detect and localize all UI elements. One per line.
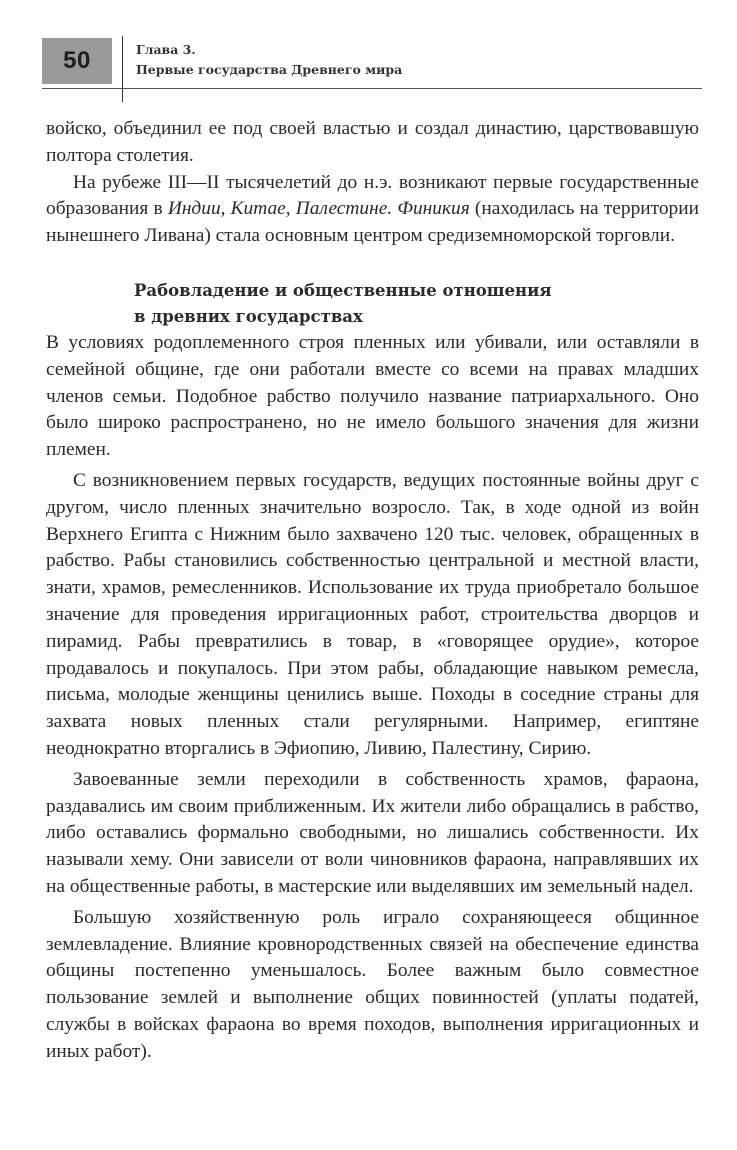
page-number: 50: [63, 47, 91, 74]
paragraph-text: (находилась на территории нынешнего Ливана) стала основным центром средиземноморской торговли.: [46, 198, 699, 247]
section-heading-line-2: в древних государствах: [134, 306, 363, 326]
paragraph-war-captives: С возникновением первых государств, ведущих постоянные войны друг с другом, число пленных значительно возросло. Так, в ходе одной из войн Верхнего Египта с Нижним было захвачено 120 тыс. человек, обращенных в рабство. Рабы становились собственностью центральной и местной власти, знати, храмов, ремесленников. Использование их труда приобретало большое значение для проведения ирригационных работ, строительства дворцов и пирамид. Рабы превратились в товар, в «говорящее орудие», которое продавалось и покупалось. При этом рабы, обладающие навыком ремесла, письма, молодые женщины ценились выше. Походы в соседние страны для захвата новых пленных стали регулярными. Например, египтяне неоднократно вторгались в Эфиопию, Ливию, Палестину, Сирию.: [46, 469, 699, 759]
paragraph-early-states: [46, 170, 699, 250]
running-head: [136, 40, 402, 80]
chapter-title: Первые государства Древнего мира: [136, 62, 403, 77]
paragraph-conquered-lands: Завоеванные земли переходили в собственность храмов, фараона, раздавались им своим приближенным. Их жители либо обращались в рабство, либо оставались формально свободными, но лишались собственности. Их называли хему. Они зависели от воли чиновников фараона, направлявших их на общественные работы, в мастерские или выделявших им земельный надел.: [46, 768, 699, 897]
section-heading-line-1: Рабовладение и общественные отношения: [134, 280, 552, 300]
section-heading: [46, 278, 699, 330]
header-vertical-rule: [122, 36, 123, 102]
page-body: [46, 116, 699, 1066]
page-header: [42, 30, 702, 102]
header-horizontal-rule: [42, 88, 702, 89]
paragraph-continuation: войско, объединил ее под своей властью и создал династию, царствовавшую полтора столетия.: [46, 118, 699, 166]
italic-place-names: Индии, Китае, Палестине. Финикия: [167, 198, 470, 220]
paragraph-patriarchal-slavery: В условиях родоплеменного строя пленных или убивали, или оставляли в семейной общине, где они работали вместе со всеми на правах младших членов семьи. Подобное рабство получило название патриархального. Оно было широко распространено, но не имело большого значения для жизни племен.: [46, 331, 699, 461]
page-number-box: [42, 38, 112, 84]
chapter-label: Глава 3.: [136, 42, 196, 57]
paragraph-communal-land: Большую хозяйственную роль играло сохраняющееся общинное землевладение. Влияние кровнородственных связей на обеспечение единства общины постепенно уменьшалось. Более важным было совместное пользование землей и выполнение общих повинностей (уплаты податей, службы в войсках фараона во время походов, выполнения ирригационных и иных работ).: [46, 906, 699, 1062]
paragraph-text: На рубеже III—II тысячелетий до н.э. возникают первые государственные образования в: [46, 171, 699, 220]
